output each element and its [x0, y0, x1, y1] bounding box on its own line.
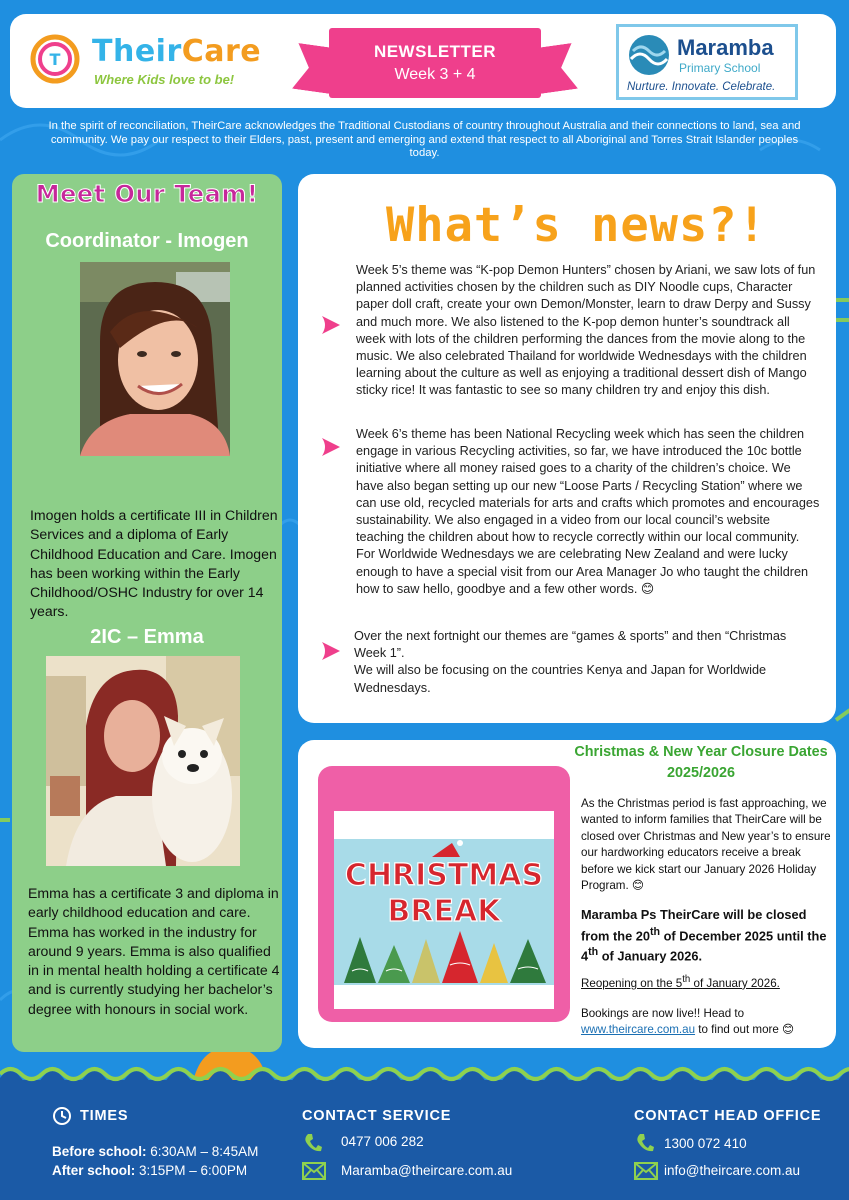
- christmas-card-scene: [334, 839, 554, 997]
- contact-service-heading: CONTACT SERVICE: [302, 1108, 452, 1124]
- closure-dates: Maramba Ps TheirCare will be closed from the 20th of December 2025 until the 4th of January 2026.: [581, 907, 827, 964]
- pink-arrow-icon: [320, 436, 342, 458]
- closure-title: Christmas & New Year Closure Dates 2025/2026: [574, 744, 828, 781]
- newsletter-week: Week 3 + 4: [394, 66, 476, 83]
- news-upcoming-countries: We will also be focusing on the countries Kenya and Japan for Worldwide Wednesdays.: [354, 663, 767, 695]
- closure-dates-panel: [298, 740, 836, 1048]
- contact-head-office-heading: CONTACT HEAD OFFICE: [634, 1108, 822, 1124]
- theircare-logo: [30, 32, 270, 92]
- whats-news-panel: [298, 174, 836, 723]
- coordinator-role: Coordinator - Imogen: [45, 230, 249, 252]
- email-icon: [302, 1162, 326, 1180]
- email-icon: [634, 1162, 658, 1180]
- news-paragraph-week6-worldwide: For Worldwide Wednesdays we are celebrating New Zealand and were lucky enough to have a special visit from our Area Manager Jo who taught the children how to saw hello, goodbye and a few other words. 😊: [356, 547, 809, 596]
- bookings-text: Bookings are now live!! Head to www.theircare.com.au to find out more 😊: [581, 1007, 795, 1037]
- team-title: Meet Our Team!: [35, 180, 259, 208]
- news-upcoming-themes: Over the next fortnight our themes are “games & sports” and then “Christmas Week 1”.: [354, 629, 787, 661]
- news-paragraph-week5: Week 5’s theme was “K-pop Demon Hunters” chosen by Ariani, we saw lots of fun planned activities chosen by the children such as DIY Noodle cups, Character paper doll craft, create your own Demon/Monster, learn to draw Derpy and Sussy and much more. We also listened to the K-pop demon hunter’s soundtrack all week with lots of the children performing the dances from the movie along to the music. We also celebrated Thailand for worldwide Wednesdays with the children learning about the culture as well as enjoying a traditional dessert dish of Mango sticky rice! It was fantastic to see so many children try and enjoy this dish.: [356, 263, 816, 398]
- ribbon-banner: [329, 28, 541, 98]
- newsletter-ribbon: [295, 26, 575, 112]
- theircare-face-icon: [30, 34, 80, 84]
- ic-role: 2IC – Emma: [90, 626, 204, 648]
- brand-tagline: Where Kids love to be!: [94, 72, 235, 87]
- closure-intro: As the Christmas period is fast approaching, we wanted to inform families that TheirCare will be closed over Christmas and New year’s to ensure our hardworking educators receive a break before we kick start our January 2026 Holiday Program. 😊: [581, 797, 831, 893]
- school-emblem-icon: [627, 33, 671, 77]
- phone-icon: [636, 1132, 654, 1152]
- news-paragraph-week6-recycling: Week 6’s theme has been National Recycling week which has seen the children engage in various Recycling activities, so far, we have introduced the 10c bottle initiative where all money raised goes to a charity of the children’s choice. We have also began setting up our new “Loose Parts / Recycling Station” where we can use old, recycled materials for arts and crafts which promotes and encourages sustainability. We also engaged in a video from our local council’s website teaching the children about how to recycle correctly within our local community.: [356, 427, 820, 545]
- pink-arrow-icon: [320, 314, 342, 336]
- ic-photo: [46, 656, 240, 866]
- service-email[interactable]: Maramba@theircare.com.au: [341, 1163, 513, 1178]
- brand-name: TheirCare: [92, 34, 262, 69]
- meet-our-team-panel: [12, 174, 282, 1052]
- svg-text:T: T: [49, 50, 61, 69]
- head-office-phone[interactable]: 1300 072 410: [664, 1136, 747, 1151]
- clock-icon: [52, 1106, 72, 1126]
- coordinator-photo: [80, 262, 230, 456]
- newsletter-label: NEWSLETTER: [373, 42, 497, 61]
- ic-bio: Emma has a certificate 3 and diploma in early childhood education and care. Emma has worked in the industry for around 9 years. Emma is also qualified in in mental health holding a certificate 4 and is currently studying her bachelor’s degree with honours in social work.: [28, 885, 280, 1017]
- header: [10, 14, 836, 108]
- footer-wave: [0, 1062, 849, 1092]
- theircare-website-link[interactable]: www.theircare.com.au: [581, 1023, 696, 1037]
- news-title: What’s news?!: [386, 198, 767, 253]
- acknowledgement-text: In the spirit of reconciliation, TheirCare acknowledges the Traditional Custodians of country throughout Australia and their connections to land, sea and community. We pay our respect to their Elders, past, present and emerging and extend that respect to all Aboriginal and Torres Strait Islander peoples today.: [48, 120, 801, 159]
- school-subtitle: Primary School: [679, 61, 761, 75]
- coordinator-bio: Imogen holds a certificate III in Children Services and a diploma of Early Childhood Education and Care. Imogen has been working within the Early Childhood/OSHC Industry for over 14 years.: [30, 507, 278, 620]
- pink-arrow-icon: [320, 640, 342, 662]
- christmas-heading: CHRISTMAS: [344, 858, 544, 893]
- school-motto: Nurture. Innovate. Celebrate.: [627, 81, 776, 93]
- head-office-email[interactable]: info@theircare.com.au: [664, 1163, 801, 1178]
- phone-icon: [304, 1132, 322, 1152]
- school-name: Maramba: [677, 35, 774, 60]
- after-school-hours: After school: 3:15PM – 6:00PM: [52, 1163, 248, 1178]
- school-logo: [616, 24, 798, 100]
- news-paragraph-upcoming: [354, 628, 819, 697]
- before-school-hours: Before school: 6:30AM – 8:45AM: [52, 1144, 259, 1159]
- reopening-date: Reopening on the 5th of January 2026.: [581, 974, 780, 990]
- news-paragraph-week6: [356, 426, 821, 598]
- footer: [0, 1082, 849, 1200]
- christmas-break-image: [318, 766, 570, 1022]
- break-heading: BREAK: [387, 894, 501, 929]
- service-phone[interactable]: 0477 006 282: [341, 1134, 424, 1149]
- christmas-card: [334, 811, 554, 1009]
- times-heading: TIMES: [80, 1108, 129, 1124]
